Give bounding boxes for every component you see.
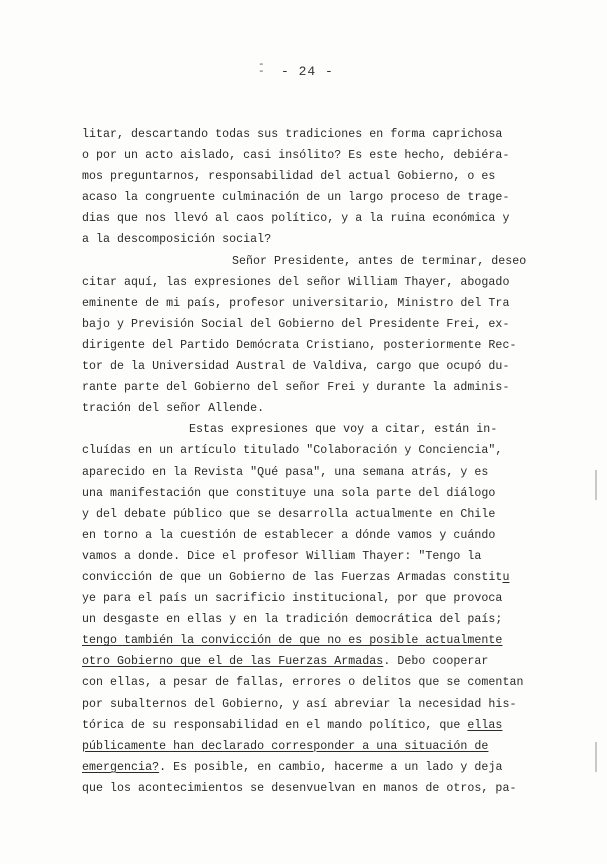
text-line bbox=[82, 651, 532, 672]
text-line bbox=[82, 778, 532, 799]
text-segment: dias que nos llevó al caos político, y a la ruina económica y bbox=[82, 212, 510, 226]
text-line bbox=[82, 567, 532, 588]
text-segment: Señor Presidente, antes de terminar, deseo bbox=[232, 254, 527, 268]
text-segment: o por un acto aislado, casi insólito? Es este hecho, debiéra- bbox=[82, 149, 510, 163]
text-segment: que los acontecimientos se desenvuelvan en manos de otros, pa- bbox=[82, 781, 517, 795]
text-line bbox=[82, 757, 532, 778]
text-line bbox=[82, 377, 532, 398]
body-text bbox=[82, 124, 532, 799]
text-segment: un desgaste en ellas y en la tradición democrática del país; bbox=[82, 613, 503, 627]
text-segment: dirigente del Partido Demócrata Cristiano, posteriormente Rec- bbox=[82, 338, 517, 352]
text-line bbox=[82, 736, 532, 757]
text-line bbox=[82, 483, 532, 504]
text-line bbox=[82, 694, 532, 715]
text-line bbox=[82, 293, 532, 314]
text-segment: ye para el país un sacrificio institucional, por que provoca bbox=[82, 592, 503, 606]
text-segment: tración del señor Allende. bbox=[82, 402, 265, 416]
text-line bbox=[82, 229, 532, 250]
text-segment: mos preguntarnos, responsabilidad del actual Gobierno, o es bbox=[82, 170, 496, 184]
text-line bbox=[82, 335, 532, 356]
text-line bbox=[82, 525, 532, 546]
text-line bbox=[82, 208, 532, 229]
underlined-text: públicamente han declarado corresponder a una situación de bbox=[82, 739, 489, 753]
underlined-text: otro Gobierno que el de las Fuerzas Armadas bbox=[82, 655, 384, 669]
text-segment: y del debate público que se desarrolla actualmente en Chile bbox=[82, 507, 496, 521]
text-line bbox=[82, 672, 532, 693]
text-segment: rante parte del Gobierno del señor Frei y durante la adminis- bbox=[82, 381, 510, 395]
text-segment: por subalternos del Gobierno, y así abreviar la necesidad his- bbox=[82, 697, 517, 711]
text-line bbox=[82, 630, 532, 651]
text-segment: convicción de que un Gobierno de las Fuerzas Armadas constit bbox=[82, 570, 503, 584]
text-segment: tor de la Universidad Austral de Valdiva, cargo que ocupó du- bbox=[82, 360, 510, 374]
text-segment: litar, descartando todas sus tradiciones en forma caprichosa bbox=[82, 128, 503, 141]
text-segment: en torno a la cuestión de establecer a dónde vamos y cuándo bbox=[82, 528, 496, 542]
text-line bbox=[82, 546, 532, 567]
text-segment: tórica de su responsabilidad en el mando político, que bbox=[82, 718, 468, 732]
text-segment: cluídas en un artículo titulado "Colaboración y Conciencia", bbox=[82, 444, 503, 458]
text-segment: . Es posible, en cambio, hacerme a un lado y deja bbox=[159, 760, 503, 774]
underlined-text: ellas bbox=[467, 718, 503, 732]
text-segment: bajo y Previsión Social del Gobierno del Presidente Frei, ex- bbox=[82, 317, 510, 331]
text-segment: a la descomposición social? bbox=[82, 233, 272, 247]
edge-mark bbox=[595, 470, 597, 500]
underlined-text: tengo también la convicción de que no es posible actualmente bbox=[82, 634, 503, 648]
text-line bbox=[82, 124, 532, 145]
text-line bbox=[82, 588, 532, 609]
text-line bbox=[82, 356, 532, 377]
text-line bbox=[82, 609, 532, 630]
text-line bbox=[82, 166, 532, 187]
text-line bbox=[82, 715, 532, 736]
edge-mark bbox=[595, 742, 597, 772]
text-line bbox=[82, 145, 532, 166]
text-segment: con ellas, a pesar de fallas, errores o delitos que se comentan bbox=[82, 676, 524, 690]
text-line bbox=[82, 272, 532, 293]
text-segment: acaso la congruente culminación de un largo proceso de trage- bbox=[82, 191, 510, 205]
text-line bbox=[82, 419, 532, 440]
text-line bbox=[82, 440, 532, 461]
text-segment: eminente de mi país, profesor universitario, Ministro del Tra bbox=[82, 296, 510, 310]
text-segment: citar aquí, las expresiones del señor William Thayer, abogado bbox=[82, 275, 510, 289]
text-line bbox=[82, 398, 532, 419]
page-number: - 24 - bbox=[281, 64, 334, 79]
text-line bbox=[82, 314, 532, 335]
text-segment: aparecido en la Revista "Qué pasa", una semana atrás, y es bbox=[82, 465, 489, 479]
text-line bbox=[82, 462, 532, 483]
underlined-text: emergencia? bbox=[82, 760, 160, 774]
text-line bbox=[82, 504, 532, 525]
text-segment: una manifestación que constituye una sola parte del diálogo bbox=[82, 486, 496, 500]
margin-mark: - - bbox=[258, 59, 265, 78]
text-line bbox=[82, 187, 532, 208]
underlined-text: u bbox=[502, 570, 510, 584]
text-segment: vamos a donde. Dice el profesor William Thayer: "Tengo la bbox=[82, 549, 482, 563]
text-line bbox=[82, 251, 532, 272]
text-segment: Estas expresiones que voy a citar, están in- bbox=[189, 423, 498, 437]
text-segment: . Debo cooperar bbox=[383, 655, 489, 669]
